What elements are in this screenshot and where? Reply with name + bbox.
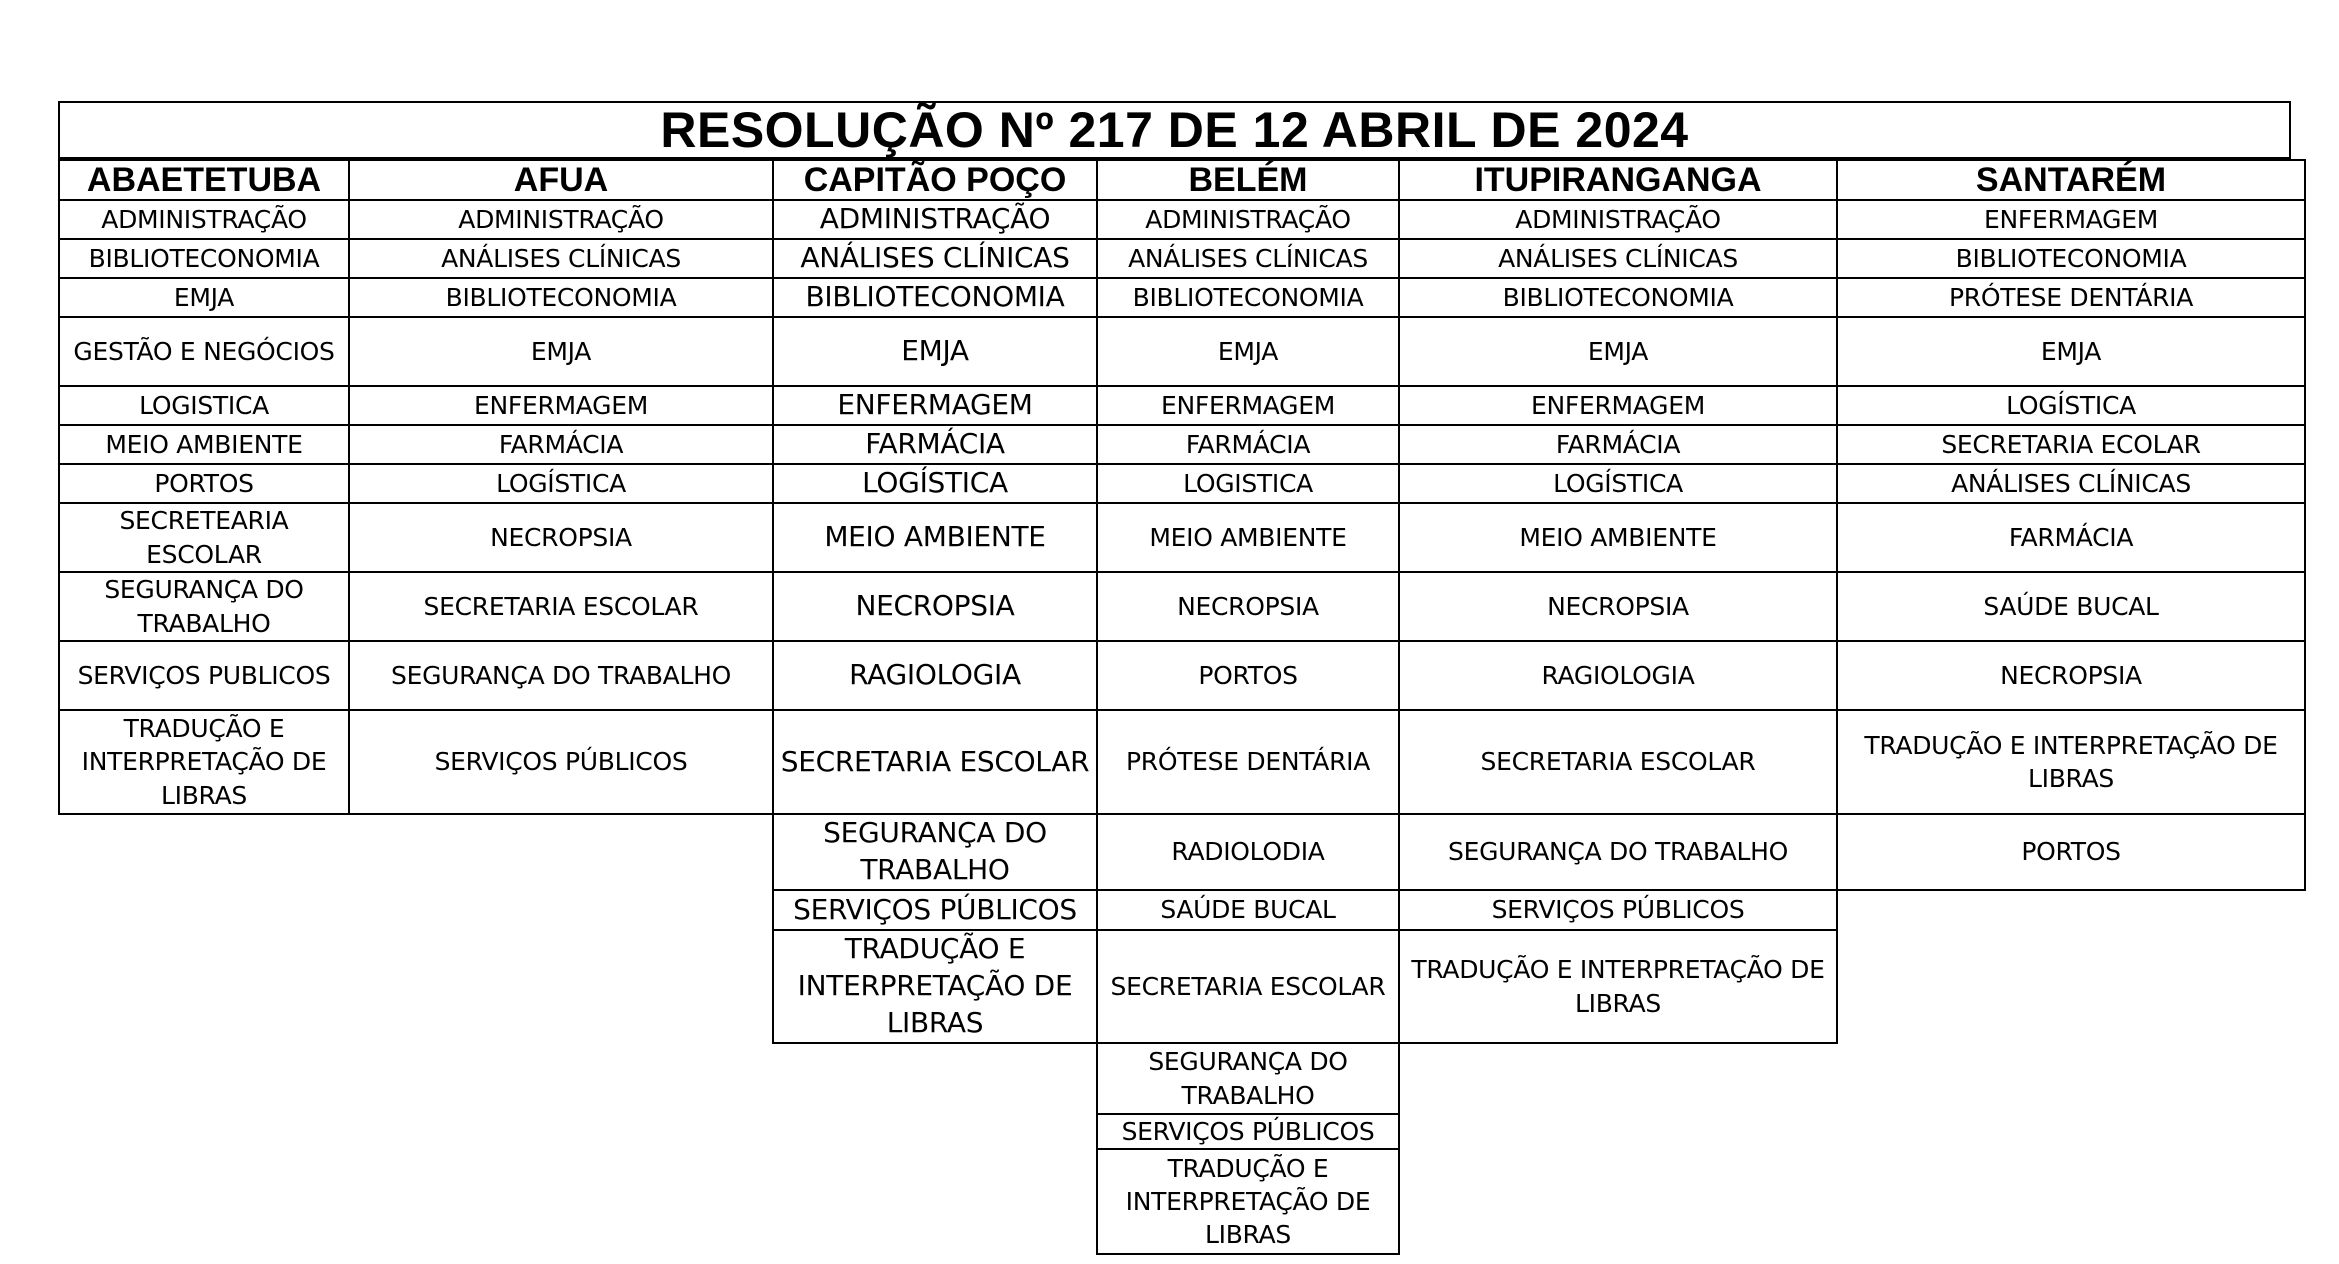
table-cell: SAÚDE BUCAL <box>1836 573 2306 642</box>
table-cell: SERVIÇOS PÚBLICOS <box>348 711 774 815</box>
table-cell: SEGURANÇA DO TRABALHO <box>1398 815 1838 891</box>
table-cell: FARMÁCIA <box>348 426 774 465</box>
table-cell: RAGIOLOGIA <box>772 642 1098 711</box>
table-cell: ADMINISTRAÇÃO <box>58 201 350 240</box>
table-cell: FARMÁCIA <box>1398 426 1838 465</box>
table-cell: PORTOS <box>1096 642 1400 711</box>
table-cell: ADMINISTRAÇÃO <box>348 201 774 240</box>
column-header: BELÉM <box>1096 159 1400 201</box>
table-cell: PRÓTESE DENTÁRIA <box>1836 279 2306 318</box>
table-cell: SECRETARIA ESCOLAR <box>1096 931 1400 1044</box>
column-header: ITUPIRANGANGA <box>1398 159 1838 201</box>
table-cell: SEGURANÇA DO TRABALHO <box>1096 1044 1400 1115</box>
table-cell: EMJA <box>348 318 774 387</box>
table-cell: SECRETEARIA ESCOLAR <box>58 504 350 573</box>
table-cell: NECROPSIA <box>1836 642 2306 711</box>
table-cell: SECRETARIA ESCOLAR <box>348 573 774 642</box>
table-cell: SAÚDE BUCAL <box>1096 891 1400 931</box>
column-header: AFUA <box>348 159 774 201</box>
table-cell: TRADUÇÃO E INTERPRETAÇÃO DE LIBRAS <box>58 711 350 815</box>
table-cell: EMJA <box>772 318 1098 387</box>
table-cell: PRÓTESE DENTÁRIA <box>1096 711 1400 815</box>
table-cell: NECROPSIA <box>772 573 1098 642</box>
table-cell: MEIO AMBIENTE <box>58 426 350 465</box>
table-cell: TRADUÇÃO E INTERPRETAÇÃO DE LIBRAS <box>1398 931 1838 1044</box>
table-cell: FARMÁCIA <box>1096 426 1400 465</box>
table-cell: EMJA <box>1096 318 1400 387</box>
table-cell: PORTOS <box>1836 815 2306 891</box>
table-cell: SEGURANÇA DO TRABALHO <box>58 573 350 642</box>
table-cell: SEGURANÇA DO TRABALHO <box>348 642 774 711</box>
table-cell: BIBLIOTECONOMIA <box>1398 279 1838 318</box>
table-cell: FARMÁCIA <box>772 426 1098 465</box>
table-cell: ANÁLISES CLÍNICAS <box>1096 240 1400 279</box>
table-cell: FARMÁCIA <box>1836 504 2306 573</box>
table-cell: LOGÍSTICA <box>772 465 1098 504</box>
table-cell: RAGIOLOGIA <box>1398 642 1838 711</box>
table-cell: SERVIÇOS PÚBLICOS <box>1096 1115 1400 1150</box>
table-cell: SECRETARIA ECOLAR <box>1836 426 2306 465</box>
table-cell: MEIO AMBIENTE <box>772 504 1098 573</box>
table-cell: ANÁLISES CLÍNICAS <box>348 240 774 279</box>
table-cell: TRADUÇÃO E INTERPRETAÇÃO DE LIBRAS <box>1096 1150 1400 1255</box>
table-cell: PORTOS <box>58 465 350 504</box>
column-header: SANTARÉM <box>1836 159 2306 201</box>
table-cell: ADMINISTRAÇÃO <box>1096 201 1400 240</box>
table-cell: ADMINISTRAÇÃO <box>772 201 1098 240</box>
table-cell: MEIO AMBIENTE <box>1096 504 1400 573</box>
table-cell: ENFERMAGEM <box>772 387 1098 426</box>
table-cell: LOGISTICA <box>1096 465 1400 504</box>
table-cell: EMJA <box>1836 318 2306 387</box>
table-cell: SERVIÇOS PUBLICOS <box>58 642 350 711</box>
column-header: CAPITÃO POÇO <box>772 159 1098 201</box>
table-cell: BIBLIOTECONOMIA <box>348 279 774 318</box>
table-cell: LOGISTICA <box>58 387 350 426</box>
table-cell: SECRETARIA ESCOLAR <box>772 711 1098 815</box>
table-cell: ENFERMAGEM <box>1836 201 2306 240</box>
table-cell: ADMINISTRAÇÃO <box>1398 201 1838 240</box>
table-cell: TRADUÇÃO E INTERPRETAÇÃO DE LIBRAS <box>772 931 1098 1044</box>
table-cell: ANÁLISES CLÍNICAS <box>772 240 1098 279</box>
table-cell: LOGÍSTICA <box>1398 465 1838 504</box>
table-cell: TRADUÇÃO E INTERPRETAÇÃO DE LIBRAS <box>1836 711 2306 815</box>
document-title: RESOLUÇÃO Nº 217 DE 12 ABRIL DE 2024 <box>58 101 2291 159</box>
table-cell: SERVIÇOS PÚBLICOS <box>1398 891 1838 931</box>
table-cell: BIBLIOTECONOMIA <box>1836 240 2306 279</box>
table-cell: ANÁLISES CLÍNICAS <box>1836 465 2306 504</box>
table-cell: EMJA <box>58 279 350 318</box>
table-cell: NECROPSIA <box>1398 573 1838 642</box>
table-cell: GESTÃO E NEGÓCIOS <box>58 318 350 387</box>
table-cell: RADIOLODIA <box>1096 815 1400 891</box>
table-cell: SECRETARIA ESCOLAR <box>1398 711 1838 815</box>
table-cell: NECROPSIA <box>348 504 774 573</box>
table-cell: NECROPSIA <box>1096 573 1400 642</box>
table-cell: MEIO AMBIENTE <box>1398 504 1838 573</box>
table-cell: ENFERMAGEM <box>1398 387 1838 426</box>
table-cell: EMJA <box>1398 318 1838 387</box>
table-cell: SEGURANÇA DO TRABALHO <box>772 815 1098 891</box>
table-cell: ENFERMAGEM <box>348 387 774 426</box>
table-cell: LOGÍSTICA <box>348 465 774 504</box>
table-cell: LOGÍSTICA <box>1836 387 2306 426</box>
table-cell: ANÁLISES CLÍNICAS <box>1398 240 1838 279</box>
table-cell: BIBLIOTECONOMIA <box>1096 279 1400 318</box>
table-cell: BIBLIOTECONOMIA <box>772 279 1098 318</box>
table-cell: BIBLIOTECONOMIA <box>58 240 350 279</box>
table-cell: SERVIÇOS PÚBLICOS <box>772 891 1098 931</box>
column-header: ABAETETUBA <box>58 159 350 201</box>
table-cell: ENFERMAGEM <box>1096 387 1400 426</box>
